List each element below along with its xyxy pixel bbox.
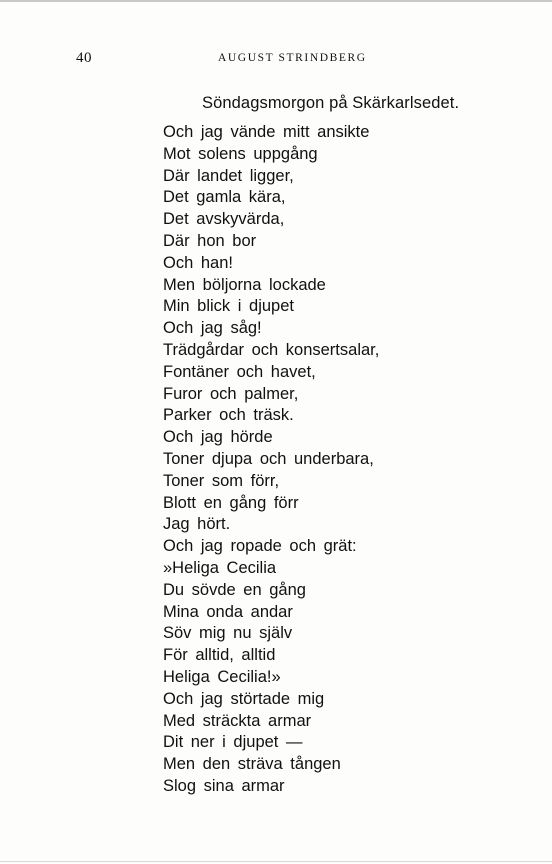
poem-line: Jag hört. (163, 515, 231, 534)
poem-line: Heliga Cecilia!» (163, 667, 281, 686)
poem-line: Toner som förr, (163, 471, 280, 490)
poem-line: Och jag vände mitt ansikte (163, 123, 370, 141)
poem-body (163, 122, 379, 798)
poem-line: Där hon bor (163, 231, 257, 250)
poem-line: Mina onda andar (163, 602, 293, 621)
poem-title: Söndagsmorgon på Skärkarlsedet. (202, 94, 460, 112)
poem-line: Och jag såg! (163, 319, 262, 338)
poem-line: Du sövde en gång (163, 580, 306, 599)
poem-line: Det avskyvärda, (163, 210, 285, 229)
poem-line: Men böljorna lockade (163, 275, 326, 294)
page-top-edge (0, 0, 552, 2)
poem-line: Och jag hörde (163, 428, 273, 447)
page-number: 40 (76, 50, 92, 66)
poem-line: För alltid, alltid (163, 646, 276, 665)
poem-line: Det gamla kära, (163, 188, 286, 207)
poem-line: Parker och träsk. (163, 406, 294, 425)
poem-line: Med sträckta armar (163, 711, 312, 730)
poem-line: Trädgårdar och konsertsalar, (163, 340, 380, 359)
poem-line: Blott en gång förr (163, 493, 299, 512)
page-bottom-edge (0, 861, 552, 862)
poem-line: Mot solens uppgång (163, 144, 318, 163)
poem-line: Söv mig nu själv (163, 624, 293, 643)
poem-line: Min blick i djupet (163, 297, 294, 316)
poem-line: Fontäner och havet, (163, 362, 316, 381)
poem-line: Toner djupa och underbara, (163, 449, 374, 468)
poem-line: Men den sträva tången (163, 755, 341, 774)
poem-line: Och jag ropade och grät: (163, 537, 357, 556)
poem-line: Slog sina armar (163, 776, 285, 795)
poem-line: Och jag störtade mig (163, 689, 325, 708)
poem-line: Och han! (163, 253, 233, 272)
poem-line: Där landet ligger, (163, 166, 294, 185)
poem-line: Furor och palmer, (163, 384, 299, 403)
poem-line: »Heliga Cecilia (163, 558, 277, 577)
poem-line: Dit ner i djupet — (163, 733, 303, 752)
running-head: AUGUST STRINDBERG (218, 52, 367, 64)
